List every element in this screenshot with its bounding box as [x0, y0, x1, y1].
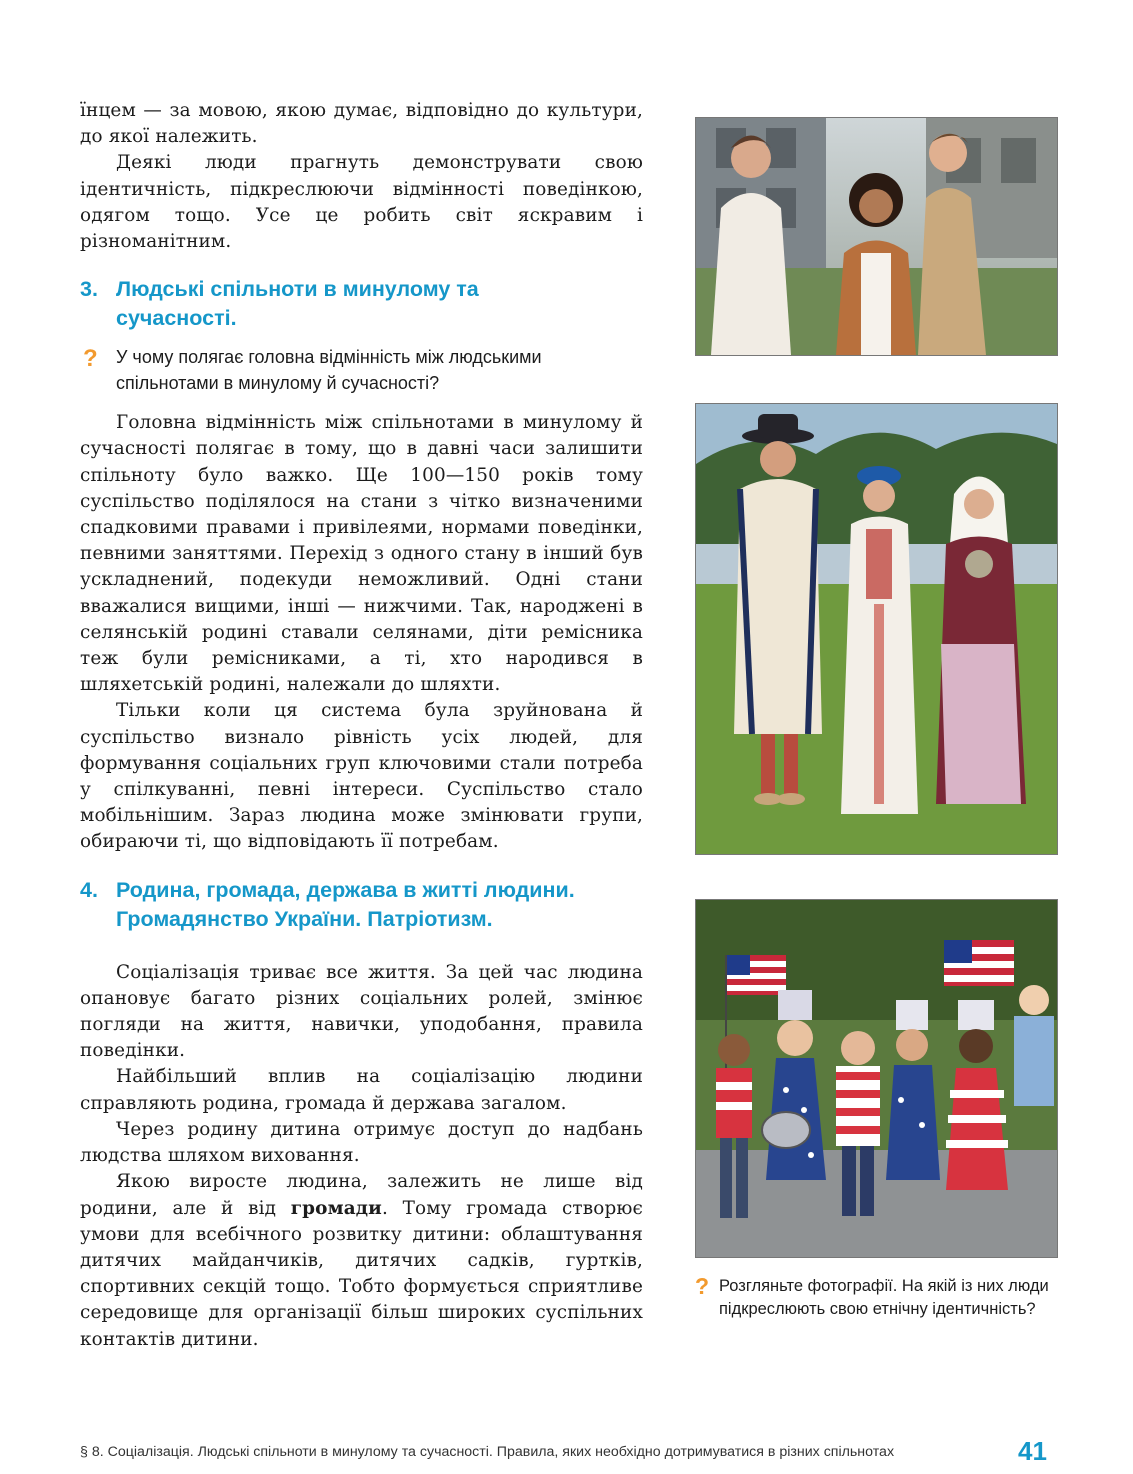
section-4-heading: [80, 876, 643, 934]
photo-young-people: [695, 117, 1058, 356]
paragraph-8-start: Якою виросте людина, залежить не лише від родини, але й від: [80, 1171, 643, 1219]
question-mark-icon: ?: [83, 345, 98, 373]
paragraph-3: Головна відмінність між спільнотами в минулому й сучасності полягає в тому, що в давні часи залишити спільноту було важко. Ще 100—150 років тому суспільство поділялося на стани з чітко визначеними спадковими правами і привілеями, нормами поведінки, певними заняттями. Перехід з одного стану в інший був ускладнений, подекуди неможливий. Одні стани вважалися вищими, інші — нижчими. Так, народжені в селянській родині ставали селянами, діти ремісника теж були ремісниками, а ті, хто народився в шляхетській родині, належали до шляхти.: [80, 412, 643, 696]
page-footer: § 8. Соціалізація. Людські спільноти в минулому та сучасності. Правила, яких необхідно дотримуватися в різних спільнотах: [80, 1444, 895, 1460]
section-3-heading: [80, 275, 643, 333]
paragraph-8-end: . Тому громада створює умови для всебічного розвитку дитини: облаштування дитячих майданчиків, дитячих садків, гуртків, спортивних секцій тощо. Тобто формується сприятливе середовище для організації більш широких суспільних контактів дитини.: [80, 1197, 643, 1350]
paragraph-8: [80, 1169, 643, 1352]
photo-caption: [695, 1275, 1056, 1321]
paragraph-7: Через родину дитина отримує доступ до надбань людства шляхом виховання.: [80, 1118, 643, 1167]
question-mark-icon: ?: [695, 1273, 710, 1299]
paragraph-2: Деякі люди прагнуть демонструвати свою ідентичність, підкреслюючи відмінності поведінкою, одягом тощо. Усе це робить світ яскравим і різноманітним.: [80, 152, 643, 253]
page-number: 41: [1018, 1436, 1047, 1466]
paragraph-1: їнцем — за мовою, якою думає, відповідно до культури, до якої належить.: [80, 100, 643, 148]
section-4-title: Родина, громада, держава в житті людини. Громадянство України. Патріотизм.: [116, 877, 575, 931]
section-3-question: [80, 344, 643, 396]
photo-caption-text: Розгляньте фотографії. На якій із них люди підкреслюють свою етнічну ідентичність?: [719, 1277, 1049, 1318]
section-3-question-text: У чому полягає головна відмінність між людськими спільнотами в минулому й сучасності?: [116, 347, 542, 394]
photo-children-flags: [695, 899, 1058, 1258]
paragraph-8-bold-term: громади: [290, 1197, 382, 1219]
photo-traditional-dress: [695, 403, 1058, 855]
section-4-number: 4.: [80, 877, 98, 902]
paragraph-4: Тільки коли ця система була зруйнована й суспільство визнало рівність усіх людей, для формування соціальних груп ключовими стали потреба у спілкуванні, певні інтереси. Суспільство стало мобільнішим. Зараз людина може змінювати групи, обираючи ті, що відповідають її потребам.: [80, 700, 643, 853]
main-text-column: [80, 98, 643, 1353]
section-3-title: Людські спільноти в минулому та сучасності.: [116, 277, 479, 331]
paragraph-6: Найбільший вплив на соціалізацію людини справляють родина, громада й держава загалом.: [80, 1066, 643, 1114]
section-3-number: 3.: [80, 277, 98, 302]
paragraph-5: Соціалізація триває все життя. За цей час людина опановує багато різних соціальних ролей, змінює погляди на життя, навички, уподобання, правила поведінки.: [80, 961, 643, 1062]
